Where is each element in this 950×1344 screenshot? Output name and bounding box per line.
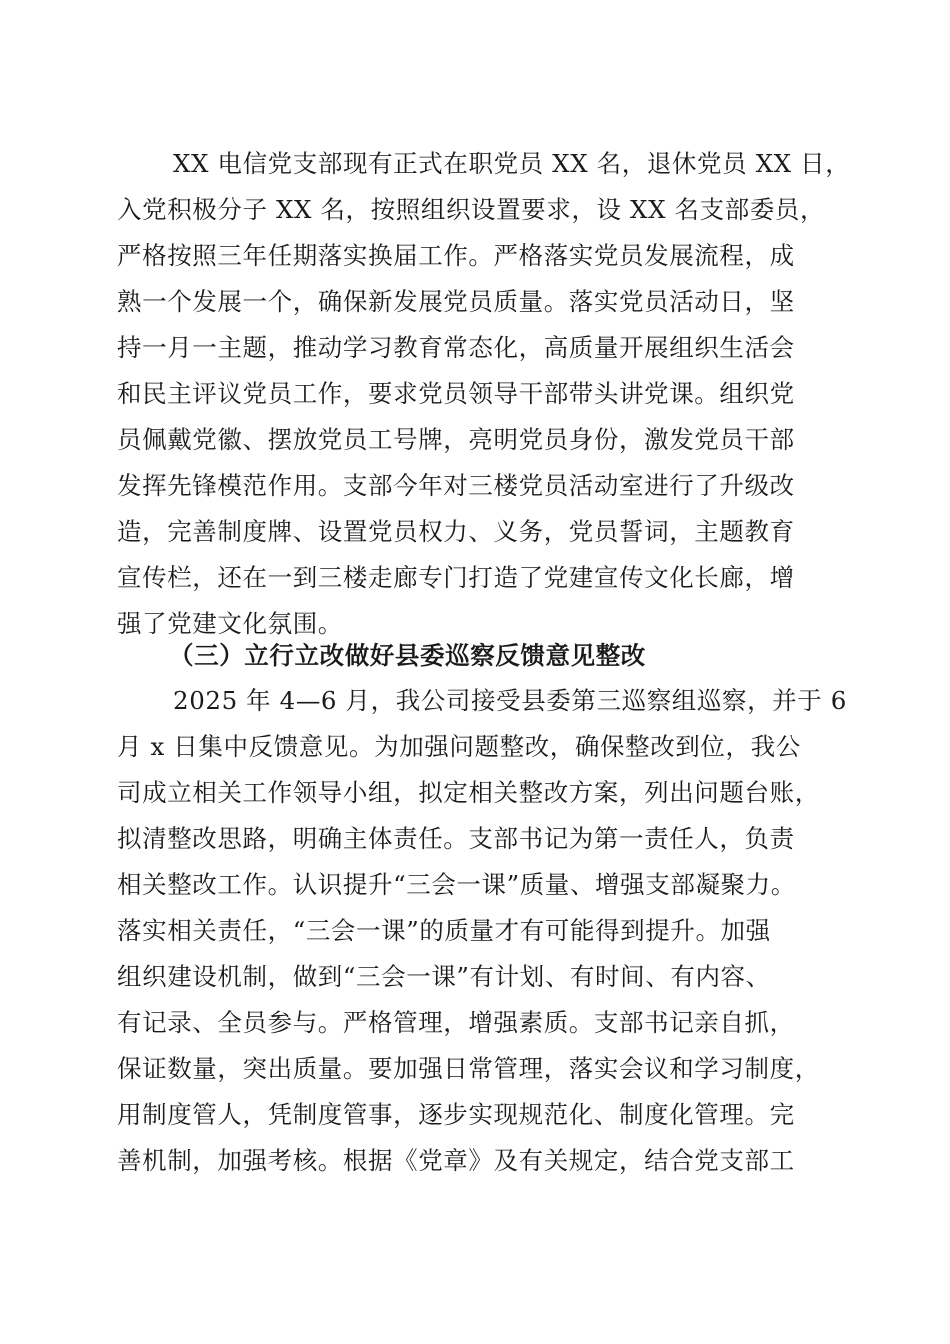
paragraph-line: 造，完善制度牌、设置党员权力、义务，党员誓词，主题教育 [117,517,795,546]
paragraph-line: 善机制，加强考核。根据《党章》及有关规定，结合党支部工 [117,1146,795,1175]
paragraph-line: 持一月一主题，推动学习教育常态化，高质量开展组织生活会 [117,333,795,362]
paragraph-line: 组织建设机制，做到“三会一课”有计划、有时间、有内容、 [117,962,771,991]
paragraph-line: 司成立相关工作领导小组，拟定相关整改方案，列出问题台账， [117,778,820,807]
paragraph-line: XX 电信党支部现有正式在职党员 XX 名，退休党员 XX 日， [173,149,851,178]
paragraph-line: 宣传栏，还在一到三楼走廊专门打造了党建宣传文化长廊，增 [117,563,795,592]
paragraph-line: 保证数量，突出质量。要加强日常管理，落实会议和学习制度， [117,1054,820,1083]
paragraph-line: 严格按照三年任期落实换届工作。严格落实党员发展流程，成 [117,241,795,270]
paragraph-line: 和民主评议党员工作，要求党员领导干部带头讲党课。组织党 [117,379,795,408]
paragraph-line: 员佩戴党徽、摆放党员工号牌，亮明党员身份，激发党员干部 [117,425,795,454]
paragraph-line: 落实相关责任，“三会一课”的质量才有可能得到提升。加强 [117,916,771,945]
paragraph-line: 用制度管人，凭制度管事，逐步实现规范化、制度化管理。完 [117,1100,795,1129]
paragraph-line: 入党积极分子 XX 名，按照组织设置要求，设 XX 名支部委员， [117,195,826,224]
paragraph-line: 有记录、全员参与。严格管理，增强素质。支部书记亲自抓， [117,1008,795,1037]
paragraph-line: 2025 年 4—6 月，我公司接受县委第三巡察组巡察，并于 6 [173,686,847,715]
paragraph-line: 相关整改工作。认识提升“三会一课”质量、增强支部凝聚力。 [117,870,796,899]
paragraph-line: 月 x 日集中反馈意见。为加强问题整改，确保整改到位，我公 [117,732,801,761]
paragraph-line: 发挥先锋模范作用。支部今年对三楼党员活动室进行了升级改 [117,471,795,500]
paragraph-line: 强了党建文化氛围。 [117,609,343,638]
section-heading: （三）立行立改做好县委巡察反馈意见整改 [169,641,646,670]
paragraph-line: 拟清整改思路，明确主体责任。支部书记为第一责任人，负责 [117,824,795,853]
paragraph-line: 熟一个发展一个，确保新发展党员质量。落实党员活动日，坚 [117,287,795,316]
